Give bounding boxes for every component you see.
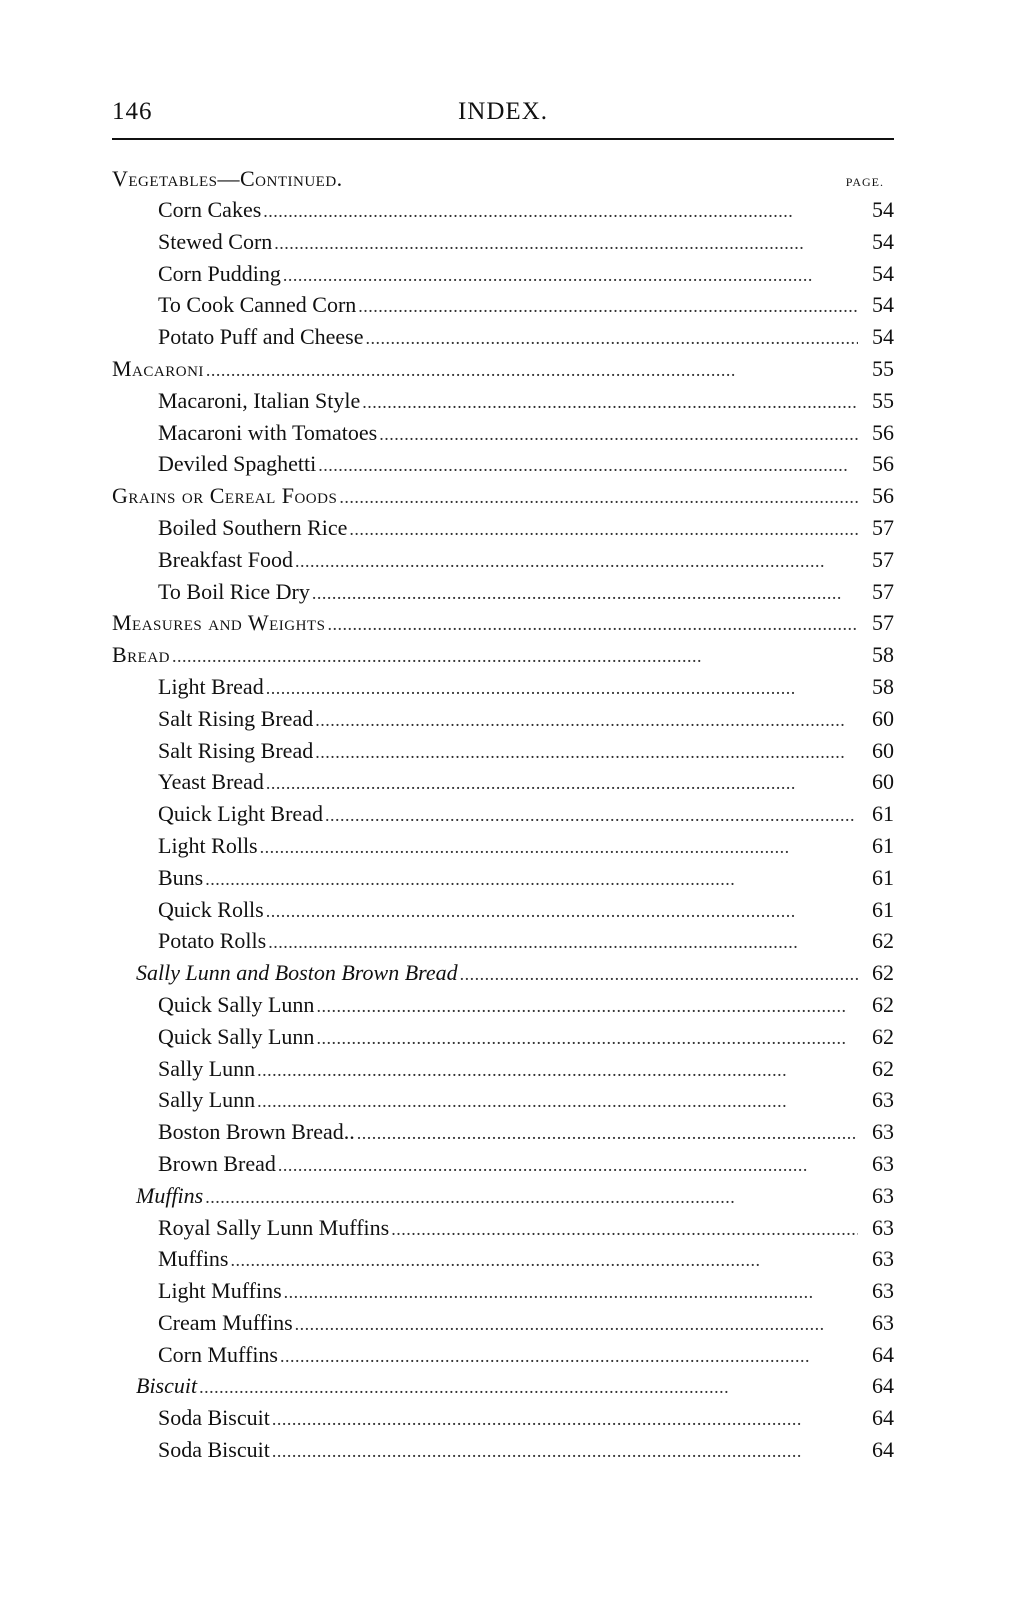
dot-leader bbox=[315, 737, 858, 769]
dot-leader bbox=[206, 355, 858, 387]
entry-page-number: 58 bbox=[872, 673, 894, 699]
dot-leader bbox=[257, 1086, 858, 1118]
entry-page-number: 57 bbox=[872, 578, 894, 604]
dot-leader bbox=[339, 482, 858, 514]
dot-leader bbox=[272, 1404, 858, 1436]
index-entry bbox=[112, 989, 894, 1021]
entry-label: Breakfast Food bbox=[158, 546, 294, 572]
index-entry bbox=[112, 1307, 894, 1339]
dot-leader bbox=[316, 991, 858, 1023]
dot-leader bbox=[263, 196, 858, 228]
index-entry bbox=[112, 1180, 894, 1212]
dot-leader bbox=[391, 1214, 858, 1246]
entry-page-number: 63 bbox=[872, 1087, 894, 1113]
entry-label: Potato Rolls bbox=[158, 928, 267, 954]
entry-label: Bread bbox=[112, 642, 171, 668]
index-entries bbox=[112, 194, 894, 1466]
entry-label: Quick Sally Lunn bbox=[158, 1023, 315, 1049]
index-entry bbox=[112, 512, 894, 544]
dot-leader bbox=[274, 228, 858, 260]
index-entry bbox=[112, 258, 894, 290]
entry-label: Grains or Cereal Foods bbox=[112, 483, 338, 509]
entry-label: Stewed Corn bbox=[158, 228, 273, 254]
entry-label: Boston Brown Bread.. bbox=[158, 1119, 355, 1145]
entry-page-number: 56 bbox=[872, 451, 894, 477]
entry-label: Yeast Bread bbox=[158, 769, 264, 795]
entry-page-number: 54 bbox=[872, 228, 894, 254]
index-entry bbox=[112, 1402, 894, 1434]
dot-leader bbox=[295, 546, 858, 578]
entry-label: Light Muffins bbox=[158, 1278, 282, 1304]
dot-leader bbox=[266, 673, 858, 705]
index-entry bbox=[112, 321, 894, 353]
index-entry bbox=[112, 798, 894, 830]
entry-label: Macaroni bbox=[112, 355, 204, 381]
dot-leader bbox=[266, 896, 858, 928]
entry-page-number: 60 bbox=[872, 769, 894, 795]
index-entry bbox=[112, 1021, 894, 1053]
entry-label: Macaroni, Italian Style bbox=[158, 387, 361, 413]
dot-leader bbox=[460, 959, 858, 991]
dot-leader bbox=[278, 1150, 858, 1182]
page-header bbox=[112, 98, 894, 134]
dot-leader bbox=[362, 387, 858, 419]
entry-label: Soda Biscuit bbox=[158, 1437, 270, 1463]
entry-label: Muffins bbox=[136, 1182, 204, 1208]
entry-page-number: 55 bbox=[872, 355, 894, 381]
dot-leader bbox=[283, 260, 858, 292]
entry-label: Sally Lunn bbox=[158, 1055, 256, 1081]
entry-page-number: 64 bbox=[872, 1341, 894, 1367]
entry-label: Measures and Weights bbox=[112, 610, 326, 636]
entry-page-number: 64 bbox=[872, 1373, 894, 1399]
section-heading bbox=[112, 166, 894, 194]
entry-label: Sally Lunn bbox=[158, 1087, 256, 1113]
index-entry bbox=[112, 1084, 894, 1116]
index-entry bbox=[112, 544, 894, 576]
dot-leader bbox=[327, 609, 858, 641]
entry-page-number: 55 bbox=[872, 387, 894, 413]
entry-page-number: 61 bbox=[872, 864, 894, 890]
index-entry bbox=[112, 1053, 894, 1085]
dot-leader bbox=[266, 768, 858, 800]
index-entry bbox=[112, 894, 894, 926]
dot-leader bbox=[205, 864, 858, 896]
entry-page-number: 57 bbox=[872, 546, 894, 572]
entry-label: Quick Light Bread bbox=[158, 801, 323, 827]
page-title: INDEX. bbox=[457, 98, 548, 125]
dot-leader bbox=[357, 1118, 858, 1150]
entry-page-number: 64 bbox=[872, 1437, 894, 1463]
index-entry bbox=[112, 1243, 894, 1275]
entry-label: Salt Rising Bread bbox=[158, 705, 314, 731]
entry-label: Sally Lunn and Boston Brown Bread bbox=[136, 960, 458, 986]
dot-leader bbox=[379, 419, 858, 451]
entry-label: Light Rolls bbox=[158, 832, 258, 858]
index-entry bbox=[112, 1434, 894, 1466]
header-rule bbox=[112, 138, 894, 140]
entry-label: Quick Sally Lunn bbox=[158, 991, 315, 1017]
index-entry bbox=[112, 639, 894, 671]
index-entry bbox=[112, 385, 894, 417]
entry-page-number: 62 bbox=[872, 991, 894, 1017]
index-entry bbox=[112, 862, 894, 894]
dot-leader bbox=[325, 800, 858, 832]
entry-label: To Boil Rice Dry bbox=[158, 578, 310, 604]
entry-page-number: 63 bbox=[872, 1246, 894, 1272]
page-number: 146 bbox=[112, 98, 153, 125]
entry-page-number: 58 bbox=[872, 642, 894, 668]
entry-label: Quick Rolls bbox=[158, 896, 264, 922]
index-entry bbox=[112, 226, 894, 258]
dot-leader bbox=[199, 1372, 858, 1404]
entry-page-number: 54 bbox=[872, 197, 894, 222]
entry-page-number: 54 bbox=[872, 292, 894, 318]
entry-label: Corn Muffins bbox=[158, 1341, 278, 1367]
dot-leader bbox=[316, 1023, 858, 1055]
entry-label: Biscuit bbox=[136, 1373, 198, 1399]
index-entry bbox=[112, 957, 894, 989]
entry-page-number: 64 bbox=[872, 1405, 894, 1431]
index-entry bbox=[112, 289, 894, 321]
entry-page-number: 60 bbox=[872, 737, 894, 763]
entry-page-number: 61 bbox=[872, 801, 894, 827]
entry-label: Salt Rising Bread bbox=[158, 737, 314, 763]
entry-page-number: 63 bbox=[872, 1182, 894, 1208]
entry-label: Potato Puff and Cheese bbox=[158, 324, 364, 350]
index-entry bbox=[112, 703, 894, 735]
dot-leader bbox=[318, 450, 858, 482]
dot-leader bbox=[205, 1182, 858, 1214]
index-entry bbox=[112, 925, 894, 957]
page-column-label: PAGE. bbox=[845, 175, 884, 189]
entry-page-number: 54 bbox=[872, 324, 894, 350]
entry-page-number: 57 bbox=[872, 610, 894, 636]
dot-leader bbox=[280, 1341, 858, 1373]
index-entry bbox=[112, 607, 894, 639]
index-entry bbox=[112, 1116, 894, 1148]
entry-page-number: 62 bbox=[872, 928, 894, 954]
dot-leader bbox=[312, 578, 858, 610]
entry-label: Corn Pudding bbox=[158, 260, 281, 286]
entry-label: Deviled Spaghetti bbox=[158, 451, 317, 477]
index-entry bbox=[112, 735, 894, 767]
entry-label: Corn Cakes bbox=[158, 197, 262, 222]
entry-page-number: 60 bbox=[872, 705, 894, 731]
index-entry bbox=[112, 448, 894, 480]
dot-leader bbox=[231, 1245, 859, 1277]
section-title: Vegetables—Continued. bbox=[112, 166, 343, 191]
index-entry bbox=[112, 830, 894, 862]
entry-label: Royal Sally Lunn Muffins bbox=[158, 1214, 390, 1240]
entry-label: Macaroni with Tomatoes bbox=[158, 419, 378, 445]
index-entry bbox=[112, 1148, 894, 1180]
index-entry bbox=[112, 194, 894, 226]
dot-leader bbox=[172, 641, 858, 673]
dot-leader bbox=[315, 705, 858, 737]
entry-page-number: 62 bbox=[872, 1055, 894, 1081]
entry-label: Light Bread bbox=[158, 673, 264, 699]
entry-label: Boiled Southern Rice bbox=[158, 514, 348, 540]
entry-label: Soda Biscuit bbox=[158, 1405, 270, 1431]
dot-leader bbox=[366, 323, 858, 355]
index-entry bbox=[112, 480, 894, 512]
dot-leader bbox=[284, 1277, 858, 1309]
entry-page-number: 63 bbox=[872, 1278, 894, 1304]
entry-label: To Cook Canned Corn bbox=[158, 292, 357, 318]
dot-leader bbox=[358, 291, 858, 323]
dot-leader bbox=[272, 1436, 858, 1468]
index-entry bbox=[112, 576, 894, 608]
index-entry bbox=[112, 417, 894, 449]
index-entry bbox=[112, 353, 894, 385]
entry-label: Brown Bread bbox=[158, 1150, 276, 1176]
entry-page-number: 61 bbox=[872, 896, 894, 922]
entry-page-number: 62 bbox=[872, 960, 894, 986]
entry-page-number: 54 bbox=[872, 260, 894, 286]
entry-label: Cream Muffins bbox=[158, 1309, 293, 1335]
index-entry bbox=[112, 1339, 894, 1371]
dot-leader bbox=[257, 1055, 858, 1087]
entry-label: Muffins bbox=[158, 1246, 229, 1272]
index-entry bbox=[112, 1212, 894, 1244]
entry-page-number: 56 bbox=[872, 419, 894, 445]
entry-page-number: 63 bbox=[872, 1119, 894, 1145]
dot-leader bbox=[349, 514, 858, 546]
entry-page-number: 62 bbox=[872, 1023, 894, 1049]
dot-leader bbox=[260, 832, 858, 864]
index-entry bbox=[112, 1275, 894, 1307]
entry-page-number: 56 bbox=[872, 483, 894, 509]
entry-page-number: 63 bbox=[872, 1150, 894, 1176]
entry-page-number: 63 bbox=[872, 1214, 894, 1240]
dot-leader bbox=[295, 1309, 858, 1341]
entry-label: Buns bbox=[158, 864, 204, 890]
entry-page-number: 61 bbox=[872, 832, 894, 858]
entry-page-number: 57 bbox=[872, 514, 894, 540]
entry-page-number: 63 bbox=[872, 1309, 894, 1335]
index-entry bbox=[112, 766, 894, 798]
index-entry bbox=[112, 671, 894, 703]
dot-leader bbox=[268, 927, 858, 959]
index-entry bbox=[112, 1370, 894, 1402]
